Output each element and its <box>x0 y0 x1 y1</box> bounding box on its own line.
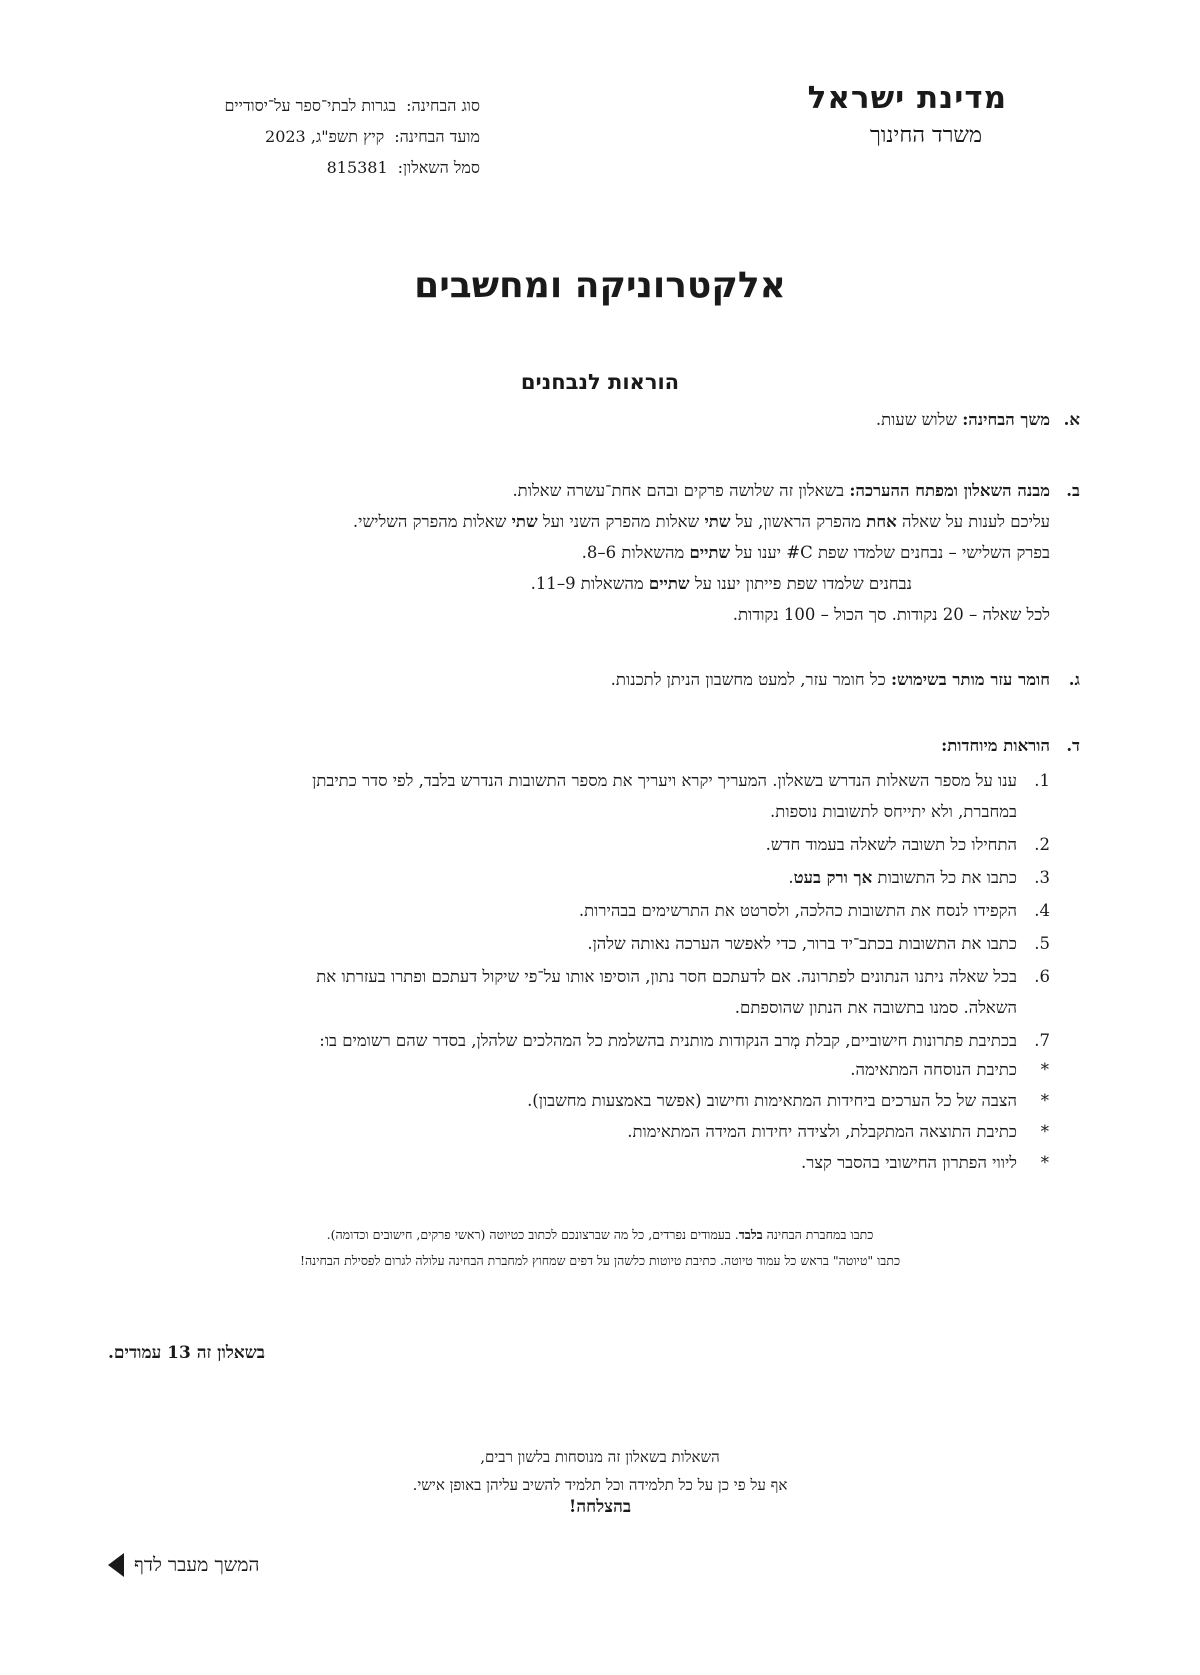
section-heading: הוראות מיוחדות: <box>941 736 1050 755</box>
bullet-item <box>100 1085 1049 1116</box>
bullet-item <box>100 1054 1049 1085</box>
text-run-bold: אחת <box>866 512 897 531</box>
continue-text: המשך מעבר לדף <box>134 1553 260 1576</box>
list-item <box>100 1025 1050 1178</box>
page-subtitle: הוראות לנבחנים <box>520 370 680 394</box>
draft-notes <box>0 1222 1200 1274</box>
section-letter: ג. <box>1068 670 1080 689</box>
item-text-tail: . <box>788 868 794 887</box>
text-run-bold: שתי <box>511 512 538 531</box>
meta-value: בגרות לבתי־ספר על־יסודיים <box>224 96 397 115</box>
item-text-wrap <box>100 862 1017 893</box>
text-run: מהשאלות 9–11. <box>530 574 649 593</box>
closing-line-1: השאלות בשאלון זה מנוסחות בלשון רבים, <box>480 1448 720 1466</box>
section-text: כל חומר עזר, למעט מחשבון הניתן לתכנות. <box>610 670 891 689</box>
section-b-line-3 <box>100 537 1050 568</box>
item-number: 6. <box>1034 967 1050 986</box>
closing-line-2: אף על פי כן על כל תלמידה וכל תלמיד להשיב עליהן באופן אישי. <box>412 1476 788 1494</box>
list-item <box>100 961 1050 1023</box>
item-text: הקפידו לנסח את התשובות כהלכה, ולסרטט את התרשימים בבהירות. <box>578 901 1017 920</box>
section-b-line-2 <box>100 506 1050 537</box>
meta-value: קיץ תשפ"ג, 2023 <box>265 127 385 146</box>
meta-row-type <box>150 90 480 121</box>
bullet-text: כתיבת התוצאה המתקבלת, ולצידה יחידות המידה המתאימות. <box>627 1122 1017 1141</box>
meta-row-code <box>150 152 480 183</box>
meta-value: 815381 <box>326 158 388 177</box>
section-text: בשאלון זה שלושה פרקים ובהם אחת־עשרה שאלות. <box>512 481 850 500</box>
ministry-name: משרד החינוך <box>869 123 982 148</box>
text-run: עליכם לענות על שאלה <box>896 512 1050 531</box>
section-text: שלוש שעות. <box>875 410 963 429</box>
section-heading: חומר עזר מותר בשימוש: <box>890 670 1050 689</box>
section-b-line-5: לכל שאלה – 20 נקודות. סך הכול – 100 נקודות. <box>732 605 1050 624</box>
bullet-star: * <box>1040 1153 1049 1172</box>
list-item <box>100 895 1050 926</box>
meta-label: סוג הבחינה: <box>406 96 480 115</box>
meta-label: סמל השאלון: <box>397 158 480 177</box>
section-c <box>100 664 1080 695</box>
item-number: 7. <box>1034 1031 1050 1050</box>
section-b-line-4 <box>100 568 912 599</box>
text-run: שאלות מהפרק השלישי. <box>352 512 512 531</box>
list-item <box>100 928 1050 959</box>
text-run: בפרק השלישי – נבחנים שלמדו שפת C# יענו על <box>730 543 1050 562</box>
text-run-bold: שתיים <box>689 543 731 562</box>
special-instructions-list <box>100 765 1050 1180</box>
item-number: 4. <box>1034 901 1050 920</box>
bullet-item <box>100 1147 1049 1178</box>
bullet-star: * <box>1040 1060 1049 1079</box>
note-line-1 <box>0 1222 1200 1248</box>
list-item <box>100 829 1050 860</box>
text-run: נבחנים שלמדו שפת פייתון יענו על <box>689 574 912 593</box>
text-run: מהשאלות 6–8. <box>581 543 690 562</box>
bullet-text: כתיבת הנוסחה המתאימה. <box>850 1060 1017 1079</box>
text-run-bold: שתי <box>704 512 731 531</box>
item-text: בכתיבת פתרונות חישוביים, קבלת מְרב הנקודות מותנית בהשלמת כל המהלכים שלהלן, בסדר שהם רשומים בו: <box>319 1031 1017 1050</box>
arrow-left-icon <box>108 1553 124 1577</box>
text-run-bold: שתיים <box>648 574 690 593</box>
continue-notice <box>108 1553 259 1577</box>
meta-row-date <box>150 121 480 152</box>
page-count: בשאלון זה 13 עמודים. <box>108 1343 265 1363</box>
section-b <box>100 475 1080 630</box>
item-text: כתבו את התשובות בכתב־יד ברור, כדי לאפשר הערכה נאותה שלהן. <box>587 934 1017 953</box>
section-letter: ב. <box>1066 481 1080 500</box>
state-name: מדינת ישראל <box>807 80 1007 116</box>
section-letter: א. <box>1063 410 1080 429</box>
bullet-star: * <box>1040 1091 1049 1110</box>
note-line-2: כתבו "טיוטה" בראש כל עמוד טיוטה. כתיבת טיוטות כלשהן על דפים שמחוץ למחברת הבחינה עלולה לגרום לפסילת הבחינה! <box>299 1253 901 1268</box>
meta-label: מועד הבחינה: <box>394 127 480 146</box>
bullet-list <box>100 1054 1049 1178</box>
item-text-cont: במחברת, ולא יתייחס לתשובות נוספות. <box>770 802 1017 821</box>
section-heading: מבנה השאלון ומפתח ההערכה: <box>849 481 1050 500</box>
item-text-cont: השאלה. סמנו בתשובה את הנתון שהוספתם. <box>734 998 1017 1017</box>
item-text: ענו על מספר השאלות הנדרש בשאלון. המעריך יקרא ויעריך את מספר התשובות הנדרש בלבד, לפי סדר כתיבתן <box>312 771 1017 790</box>
section-letter: ד. <box>1066 736 1080 755</box>
bullet-text: ליווי הפתרון החישובי בהסבר קצר. <box>801 1153 1017 1172</box>
item-number: 3. <box>1034 868 1050 887</box>
item-text: כתבו את כל התשובות <box>872 868 1017 887</box>
page-title: אלקטרוניקה ומחשבים <box>414 265 786 306</box>
closing-text <box>0 1443 1200 1499</box>
bullet-text: הצבה של כל הערכים ביחידות המתאימות וחישוב (אפשר באמצעות מחשבון). <box>527 1091 1017 1110</box>
section-b-line-1 <box>100 475 1050 506</box>
list-item <box>100 862 1050 893</box>
bullet-item <box>100 1116 1049 1147</box>
exam-meta <box>150 90 480 183</box>
item-text-bold: אך ורק בעט <box>793 868 873 887</box>
bullet-star: * <box>1040 1122 1049 1141</box>
note-text: . בעמודים נפרדים, כל מה שברצונכם לכתוב כטיוטה (ראשי פרקים, חישובים וכדומה). <box>326 1227 739 1242</box>
section-heading: משך הבחינה: <box>962 410 1050 429</box>
text-run: מהפרק הראשון, על <box>730 512 867 531</box>
section-a <box>100 404 1080 435</box>
item-number: 1. <box>1034 771 1050 790</box>
item-text: התחילו כל תשובה לשאלה בעמוד חדש. <box>765 835 1017 854</box>
item-number: 2. <box>1034 835 1050 854</box>
good-luck: בהצלחה! <box>568 1497 632 1517</box>
item-text: בכל שאלה ניתנו הנתונים לפתרונה. אם לדעתכם חסר נתון, הוסיפו אותו על־פי שיקול דעתכם ופתרו בעזרתו את <box>316 967 1017 986</box>
note-text: כתבו במחברת הבחינה <box>762 1227 874 1242</box>
text-run: שאלות מהפרק השני ועל <box>537 512 705 531</box>
section-d <box>100 730 1080 761</box>
note-text-bold: בלבד <box>738 1227 763 1242</box>
list-item <box>100 765 1050 827</box>
item-number: 5. <box>1034 934 1050 953</box>
